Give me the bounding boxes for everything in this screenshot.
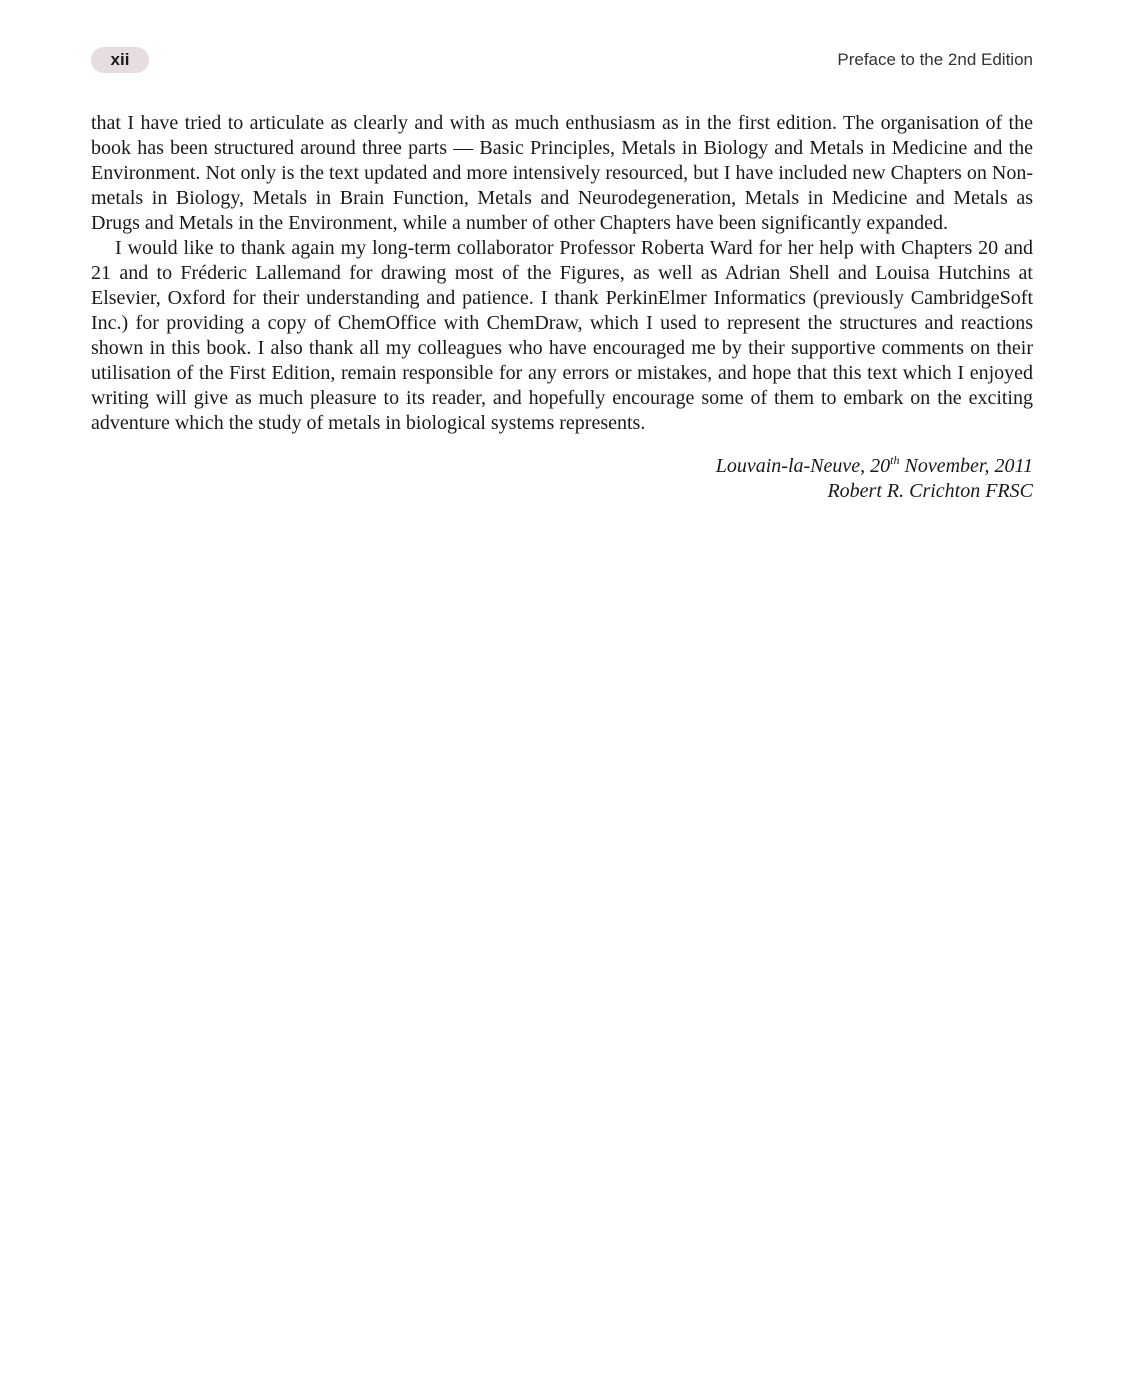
author-name: Robert R. Crichton FRSC	[827, 480, 1033, 502]
running-title: Preface to the 2nd Edition	[837, 50, 1033, 69]
preface-body	[91, 111, 1033, 436]
paragraph-continued: that I have tried to articulate as clearly and with as much enthusiasm as in the first edition. The organisation of the book has been structured around three parts — Basic Principles, Metals in Biology and Metals in Medicine and the Environment. Not only is the text updated and more intensively resourced, but I have included new Chapters on Non-metals in Biology, Metals in Brain Function, Metals and Neurodegeneration, Metals in Medicine and Metals as Drugs and Metals in the Environment, while a number of other Chapters have been significantly expanded.	[91, 112, 1033, 234]
place-date-line	[716, 454, 1033, 479]
paragraph-acknowledgements: I would like to thank again my long-term collaborator Professor Roberta Ward for her help with Chapters 20 and 21 and to Fréderic Lallemand for drawing most of the Figures, as well as Adrian Shell and Louisa Hutchins at Elsevier, Oxford for their understanding and patience. I thank PerkinElmer Informatics (previously CambridgeSoft Inc.) for providing a copy of ChemOffice with ChemDraw, which I used to represent the structures and reactions shown in this book. I also thank all my colleagues who have encouraged me by their supportive comments on their utilisation of the First Edition, remain responsible for any errors or mistakes, and hope that this text which I enjoyed writing will give as much pleasure to its reader, and hopefully encourage some of them to embark on the exciting adventure which the study of metals in biological systems represents.	[91, 237, 1033, 434]
book-page	[91, 0, 1033, 1388]
page-number-badge: xii	[91, 47, 149, 73]
place-date-suffix: November, 2011	[899, 455, 1033, 477]
place-date-prefix: Louvain-la-Neuve, 20	[715, 455, 891, 477]
ordinal-suffix: th	[890, 453, 900, 467]
running-head	[91, 46, 1033, 74]
signature-block	[716, 454, 1033, 504]
